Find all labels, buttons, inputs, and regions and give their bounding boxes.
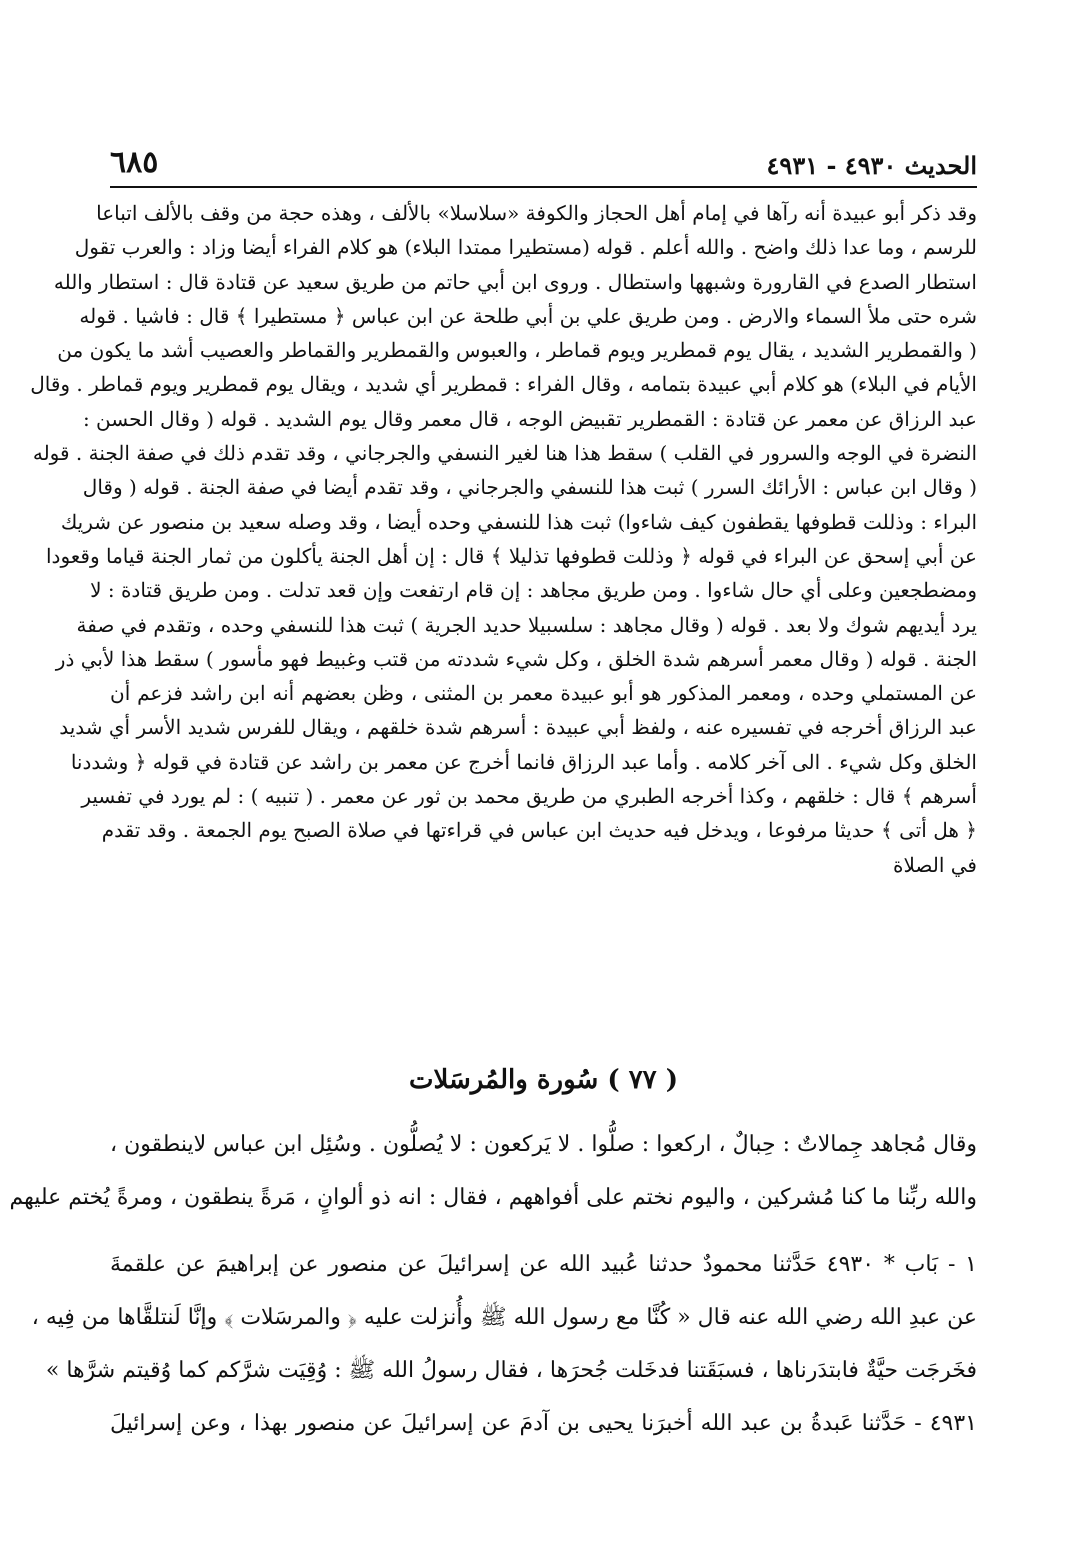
commentary-line: ﴿ هل أتى ﴾ حديثا مرفوعا ، ويدخل فيه حديث ابن عباس في قراءتها في صلاة الصبح يوم الجمعة . وقد تقدم [101, 818, 977, 843]
commentary-line: عبد الرزاق عن معمر عن قتادة : القمطرير تقبيض الوجه ، قال معمر وقال يوم الشديد . قوله ( وقال الحسن : [82, 406, 977, 431]
commentary-line: وقد ذكر أبو عبيدة أنه رآها في إمام أهل الحجاز والكوفة «سلاسلا» بالألف ، وهذه حجة من وقف بالألف اتباعا [96, 201, 977, 225]
commentary-line: ( والقمطرير الشديد ، يقال يوم قمطرير ويوم قماطر ، والعبوس والقمطرير والقماطر والعصيب أشد ما يكون من [57, 338, 977, 363]
commentary-line: ( وقال ابن عباس : الأرائك السرر ) ثبت هذا للنسفي والجرجاني ، وقد تقدم أيضا في صفة الجنة . قوله ( وقال [82, 475, 977, 500]
commentary-line: استطار الصدع في القارورة وشبهها واستطال . وروى ابن أبي حاتم من طريق سعيد عن قتادة قال : استطار والله [53, 269, 977, 294]
text-line: وقال مُجاهد جِمالاتٌ : حِبالٌ ، اركعوا : صلُّوا . لا يَركعون : لا يُصلُّون . وسُئِل ابن عباس لاينطقون ، [110, 1132, 977, 1157]
hadith-text-block [9, 1118, 977, 1450]
text-line: عن عبدِ الله رضي الله عنه قال « كُنَّا مع رسول الله ﷺ وأُنزلت عليه ﴿ والمرسَلات ﴾ وإنَّا لَنتلقَّاها من فِيه ، [31, 1305, 977, 1330]
page-header [110, 140, 977, 180]
commentary-line: الجنة . قوله ( وقال معمر أسرهم شدة الخلق ، وكل شيء شددته من قتب وغبيط فهو مأسور ) سقط هذا لأبي ذر [55, 646, 977, 671]
page-number: ٦٨٥ [110, 145, 159, 180]
commentary-line: عن أبي إسحق عن البراء في قوله ﴿ وذللت قطوفها تذليلا ﴾ قال : إن أهل الجنة يأكلون من ثمار الجنة قياما وقعودا [45, 543, 977, 568]
commentary-line: ومضطجعين وعلى أي حال شاءوا . ومن طريق مجاهد : إن قام ارتفعت وإن قعد تدلت . ومن طريق قتادة : لا [90, 578, 977, 603]
commentary-line: للرسم ، وما عدا ذلك واضح . والله أعلم . قوله (مستطيرا ممتدا البلاء) هو كلام الفراء أيضا وزاد : والعرب تقول [74, 235, 977, 260]
text-line: والله ربِّنا ما كنا مُشركين ، واليوم نختم على أفواههم ، فقال : انه ذو ألوانٍ ، مَرةً ينطقون ، ومرةً يُختم عليهم [9, 1185, 977, 1210]
text-line: ١ - بَاب * ٤٩٣٠ حَدَّثنا محمودٌ حدثنا عُبيد الله عن إسرائيلَ عن منصور عن إبراهيمَ عن علقمةَ [110, 1252, 977, 1277]
commentary-line: النضرة في الوجه والسرور في القلب ) سقط هذا هنا لغير النسفي والجرجاني ، وقد تقدم ذلك في صفة الجنة . قوله [32, 441, 977, 466]
commentary-line: عبد الرزاق أخرجه في تفسيره عنه ، ولفظ أبي عبيدة : أسرهم شدة خلقهم ، ويقال للفرس شديد الأسر أي شديد [59, 715, 977, 740]
surah-title: ( ٧٧ ) سُورة والمُرسَلات [408, 1065, 678, 1095]
commentary-line: في الصلاة [893, 852, 977, 877]
commentary-line: الأيام في البلاء) هو كلام أبي عبيدة بتمامه ، وقال الفراء : قمطرير أي شديد ، ويقال يوم قمطرير ويوم قماطر . وقال [30, 372, 977, 397]
commentary-block [30, 196, 977, 882]
commentary-line: الخلق وكل شيء . الى آخر كلامه . وأما عبد الرزاق فانما أخرج عن معمر بن راشد عن قتادة في قوله ﴿ وشددنا [70, 749, 977, 774]
running-title: الحديث ٤٩٣٠ - ٤٩٣١ [766, 151, 977, 180]
commentary-line: شره حتى ملأ السماء والارض . ومن طريق علي بن أبي طلحة عن ابن عباس ﴿ مستطيرا ﴾ قال : فاشيا . قوله [79, 303, 977, 328]
text-line: ٤٩٣١ - حَدَّثنا عَبدةُ بن عبد الله أخبرَنا يحيى بن آدمَ عن إسرائيلَ عن منصور بهذا ، وعن إسرائيلَ [110, 1411, 977, 1436]
commentary-line: يرد أيديهم شوك ولا بعد . قوله ( وقال مجاهد : سلسبيلا حديد الجرية ) ثبت هذا للنسفي وحده ، وتقدم في صفة [76, 612, 977, 637]
commentary-line: البراء : وذللت قطوفها يقطفون كيف شاءوا) ثبت هذا للنسفي وحده أيضا ، وقد وصله سعيد بن منصور عن شريك [60, 509, 977, 534]
commentary-line: أسرهم ﴾ قال : خلقهم ، وكذا أخرجه الطبري من طريق محمد بن ثور عن معمر . ( تنبيه ) : لم يورد في تفسير [81, 784, 977, 809]
text-line: فخَرجَت حيَّةٌ فابتدَرناها ، فسبَقَتنا فدخَلت جُحرَها ، فقال رسولُ الله ﷺ : وُقِيَت شرَّكم كما وُقيتم شرَّها » [45, 1358, 977, 1383]
header-rule [110, 186, 977, 188]
commentary-line: عن المستملي وحده ، ومعمر المذكور هو أبو عبيدة معمر بن المثنى ، وظن بعضهم أنه ابن راشد فزعم أن [110, 681, 977, 706]
